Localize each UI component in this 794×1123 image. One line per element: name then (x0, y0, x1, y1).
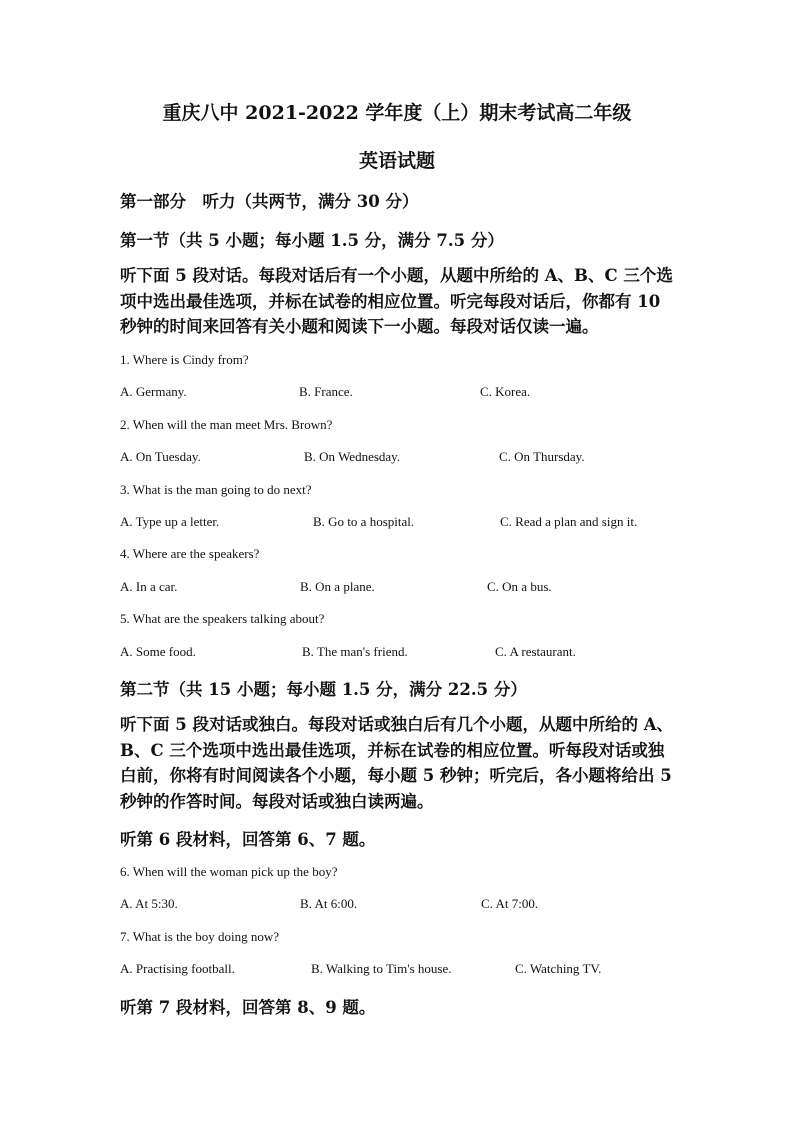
option-a: A. At 5:30. (120, 896, 178, 911)
section-instructions: 听下面 5 段对话或独白。每段对话或独白后有几个小题，从题中所给的 A、B、C 三个选项中选出最佳选项，并标在试卷的相应位置。听每段对话或独白前，你将有时间阅读各个小题，每小题 5 秒钟；听完后，各小题将给出 5 秒钟的作答时间。每段对话或独白读两遍。 (120, 715, 674, 811)
option-c: C. Korea. (480, 384, 531, 399)
question-stem: 4. Where are the speakers? (120, 546, 260, 561)
exam-subtitle: 英语试题 (358, 150, 435, 172)
part-heading: 第一部分 听力（共两节，满分 30 分） (120, 192, 419, 211)
option-a: A. Type up a letter. (120, 514, 220, 529)
option-b: B. On Wednesday. (304, 449, 401, 464)
option-a: A. On Tuesday. (120, 449, 201, 464)
question-stem: 2. When will the man meet Mrs. Brown? (120, 417, 333, 432)
section-heading: 第一节（共 5 小题；每小题 1.5 分，满分 7.5 分） (120, 231, 504, 250)
option-b: B. At 6:00. (300, 896, 358, 911)
question-stem: 1. Where is Cindy from? (120, 352, 249, 367)
option-a: A. Germany. (120, 384, 187, 399)
question-stem: 5. What are the speakers talking about? (120, 611, 325, 626)
option-c: C. On Thursday. (499, 449, 585, 464)
question-stem: 7. What is the boy doing now? (120, 929, 279, 944)
option-c: C. On a bus. (487, 579, 552, 594)
option-b: B. Go to a hospital. (313, 514, 415, 529)
option-c: C. Watching TV. (515, 961, 602, 976)
option-c: C. Read a plan and sign it. (500, 514, 638, 529)
exam-title: 重庆八中 2021-2022 学年度（上）期末考试高二年级 (162, 102, 632, 124)
question-stem: 6. When will the woman pick up the boy? (120, 864, 338, 879)
option-b: B. Walking to Tim's house. (311, 961, 452, 976)
material-heading: 听第 6 段材料，回答第 6、7 题。 (120, 830, 376, 849)
section-instructions: 听下面 5 段对话。每段对话后有一个小题，从题中所给的 A、B、C 三个选项中选出最佳选项，并标在试卷的相应位置。听完每段对话后，你都有 10 秒钟的时间来回答有关小题和阅读下一小题。每段对话仅读一遍。 (120, 266, 673, 336)
option-a: A. In a car. (120, 579, 178, 594)
option-b: B. On a plane. (300, 579, 375, 594)
section-heading: 第二节（共 15 小题；每小题 1.5 分，满分 22.5 分） (120, 680, 527, 699)
option-b: B. The man's friend. (302, 644, 408, 659)
option-c: C. A restaurant. (495, 644, 576, 659)
option-b: B. France. (299, 384, 353, 399)
option-c: C. At 7:00. (481, 896, 539, 911)
material-heading: 听第 7 段材料，回答第 8、9 题。 (120, 998, 376, 1017)
question-stem: 3. What is the man going to do next? (120, 482, 312, 497)
option-a: A. Practising football. (120, 961, 235, 976)
option-a: A. Some food. (120, 644, 196, 659)
